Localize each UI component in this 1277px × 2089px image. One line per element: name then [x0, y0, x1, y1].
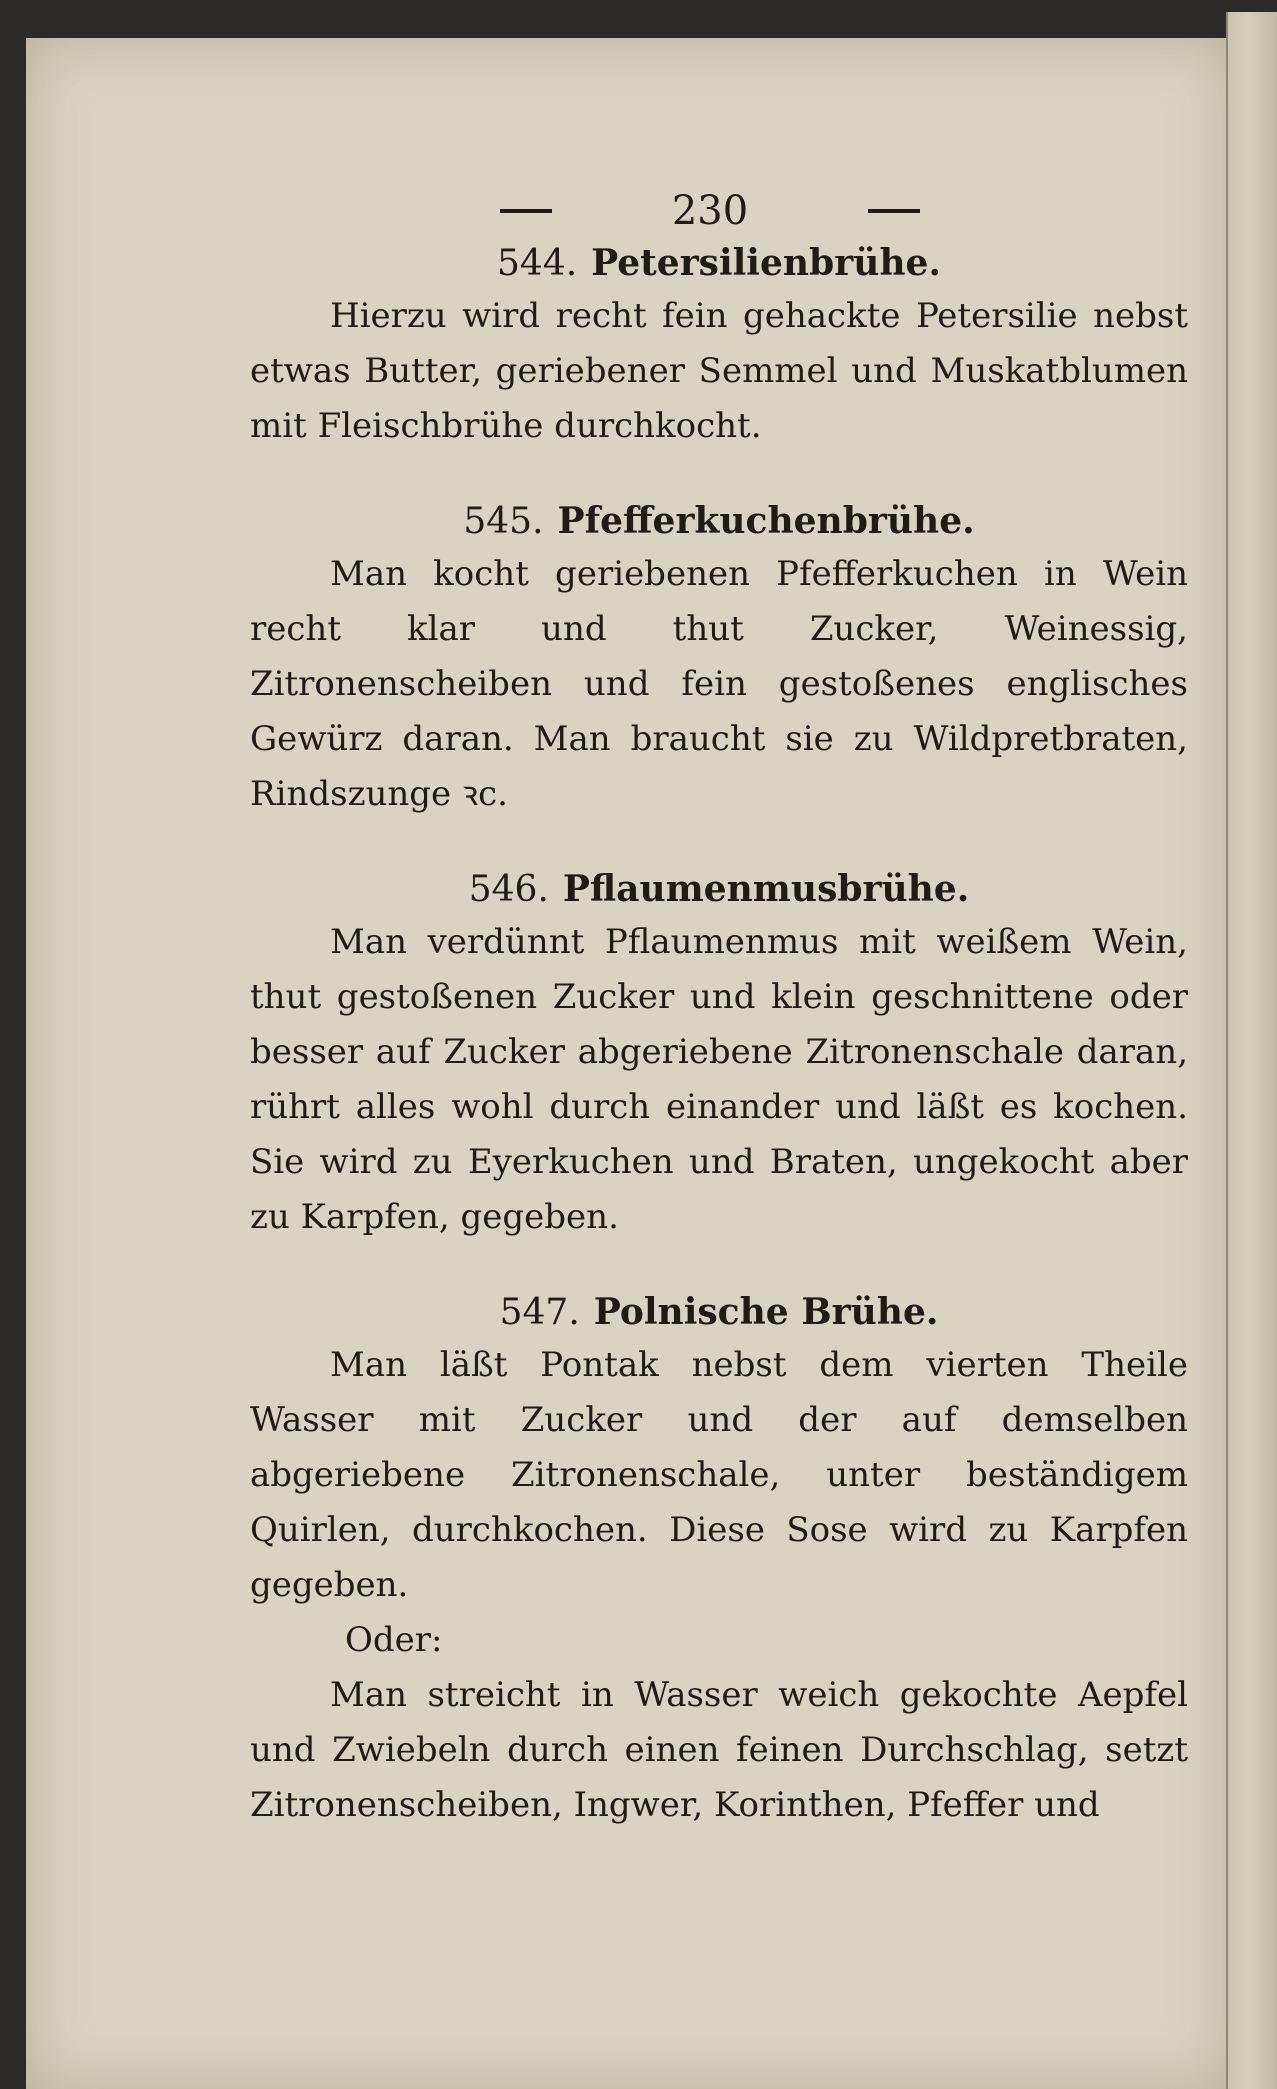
section-text-2: Man streicht in Wasser weich gekochte Aepfel und Zwiebeln durch einen feinen Durchschlag, setzt Zitronenscheiben, Ingwer, Korinthen, Pfeffer und: [250, 1675, 1188, 1825]
section-text: Man kocht geriebenen Pfefferkuchen in Wein recht klar und thut Zucker, Weinessig, Zitronenscheiben und fein gestoßenes englisches Gewürz daran. Man braucht sie zu Wildpretbraten, Rindszunge ꝛc.: [250, 554, 1188, 814]
section-title: [250, 496, 1188, 547]
section-546: [250, 864, 1188, 1245]
section-title: [250, 1287, 1188, 1338]
section-heading: Petersilienbrühe.: [591, 242, 941, 284]
section-title: [250, 238, 1188, 289]
section-text: Hierzu wird recht fein gehackte Petersilie nebst etwas Butter, geriebener Semmel und Muskatblumen mit Fleischbrühe durchkocht.: [250, 296, 1188, 446]
section-heading: Pfefferkuchenbrühe.: [557, 500, 975, 542]
section-number: 545.: [463, 501, 544, 542]
section-number: 547.: [499, 1292, 580, 1333]
page-header: [500, 186, 920, 236]
section-oder: Oder:: [345, 1620, 443, 1660]
header-dash-left: [500, 209, 552, 213]
section-number: 546.: [468, 869, 549, 910]
page-text: [250, 238, 1188, 1833]
page-number: 230: [671, 188, 749, 234]
section-heading: Pflaumenmusbrühe.: [562, 868, 970, 910]
section-545: [250, 496, 1188, 822]
section-547: [250, 1287, 1188, 1833]
page-edge: [1226, 12, 1277, 2089]
section-text: Man verdünnt Pflaumenmus mit weißem Wein, thut gestoßenen Zucker und klein geschnittene oder besser auf Zucker abgeriebene Zitronenschale daran, rührt alles wohl durch einander und läßt es kochen. Sie wird zu Eyerkuchen und Braten, ungekocht aber zu Karpfen, gegeben.: [250, 922, 1188, 1237]
section-heading: Polnische Brühe.: [593, 1291, 939, 1333]
section-title: [250, 864, 1188, 915]
section-number: 544.: [497, 243, 578, 284]
section-text: Man läßt Pontak nebst dem vierten Theile Wasser mit Zucker und der auf demselben abgeriebene Zitronenschale, unter beständigem Quirlen, durchkochen. Diese Sose wird zu Karpfen gegeben.: [250, 1345, 1188, 1605]
header-dash-right: [868, 209, 920, 213]
section-544: [250, 238, 1188, 454]
